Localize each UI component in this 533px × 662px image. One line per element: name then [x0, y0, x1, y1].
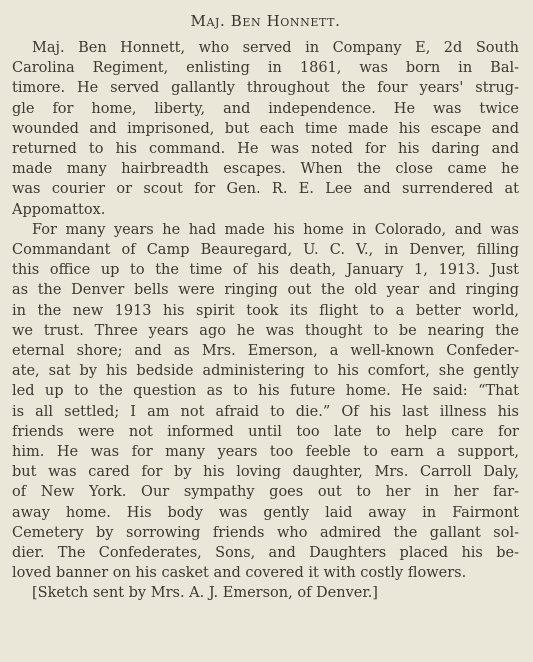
text-line: led up to the question as to his future home. He said: “That: [12, 383, 519, 400]
text-line: gle for home, liberty, and independence. He was twice: [12, 100, 519, 117]
text-line: eternal shore; and as Mrs. Emerson, a well-known Confeder-: [12, 343, 519, 360]
text-line: is all settled; I am not afraid to die.” Of his last illness his: [12, 403, 519, 420]
text-line: of New York. Our sympathy goes out to her in her far-: [12, 484, 519, 501]
text-line: wounded and imprisoned, but each time made his escape and: [12, 120, 519, 137]
text-line: was courier or scout for Gen. R. E. Lee and surrendered at: [12, 181, 519, 198]
text-line: ate, sat by his bedside administering to his comfort, she gently: [12, 363, 519, 380]
text-line: returned to his command. He was noted for his daring and: [12, 141, 519, 158]
text-line: made many hairbreadth escapes. When the close came he: [12, 161, 519, 178]
text-line: away home. His body was gently laid away in Fairmont: [12, 504, 519, 521]
text-line: Appomattox.: [12, 201, 106, 218]
article-title: Maj. Ben Honnett.: [190, 12, 341, 30]
text-line: Maj. Ben Honnett, who served in Company E, 2d South: [32, 40, 519, 56]
paragraph-1: [12, 38, 519, 220]
text-line: timore. He served gallantly throughout the four years' strug-: [12, 80, 519, 97]
text-line: him. He was for many years too feeble to earn a support,: [12, 444, 519, 461]
text-line: Commandant of Camp Beauregard, U. C. V., in Denver, filling: [12, 242, 519, 259]
paragraph-2: [12, 220, 519, 584]
text-line: friends were not informed until too late to help care for: [12, 423, 519, 440]
text-line: but was cared for by his loving daughter, Mrs. Carroll Daly,: [12, 464, 519, 481]
text-line: this office up to the time of his death, January 1, 1913. Just: [12, 262, 519, 279]
credit-line: [Sketch sent by Mrs. A. J. Emerson, of Denver.]: [32, 585, 378, 602]
text-line: in the new 1913 his spirit took its flight to a better world,: [12, 302, 519, 319]
text-line: For many years he had made his home in Colorado, and was: [32, 221, 519, 238]
text-line: dier. The Confederates, Sons, and Daughters placed his be-: [12, 545, 519, 562]
text-line: Carolina Regiment, enlisting in 1861, was born in Bal-: [12, 60, 519, 77]
text-line: as the Denver bells were ringing out the old year and ringing: [12, 282, 519, 299]
text-line: we trust. Three years ago he was thought to be nearing the: [12, 322, 519, 339]
text-line: Cemetery by sorrowing friends who admired the gallant sol-: [12, 524, 519, 541]
text-line: loved banner on his casket and covered it with costly flowers.: [12, 565, 467, 582]
